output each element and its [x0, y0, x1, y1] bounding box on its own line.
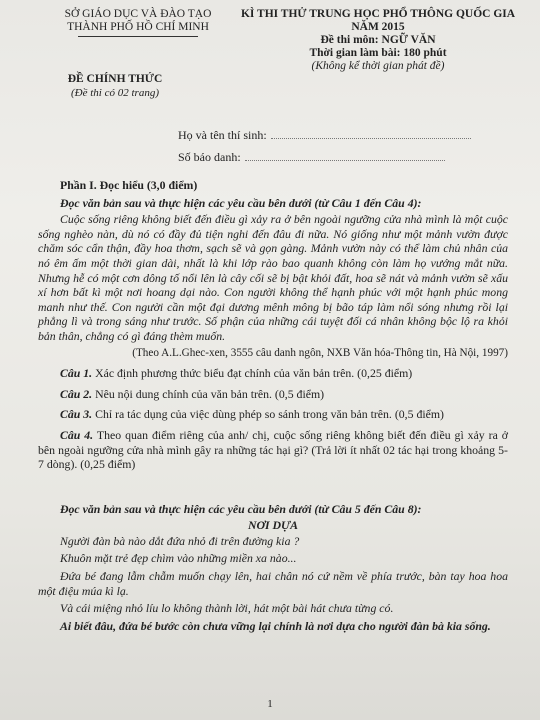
- header-underline: [78, 36, 198, 37]
- part1b-instruction: Đọc văn bản sau và thực hiện các yêu cầu bên dưới (từ Câu 5 đến Câu 8):: [60, 501, 422, 516]
- poem: [38, 534, 508, 634]
- page-number: 1: [267, 698, 273, 710]
- poem-line: Đứa bé đang lẫm chẫm muốn chạy lên, hai chân nó cứ nềm về phía trước, bàn tay hoa hoa một điệu múa kì lạ.: [38, 569, 508, 598]
- passage-source: (Theo A.L.Ghec-xen, 3555 câu danh ngôn, NXB Văn hóa-Thông tin, Hà Nội, 1997): [132, 346, 508, 359]
- official-label-block: [40, 72, 190, 100]
- question-1-text: Xác định phương thức biểu đạt chính của văn bản trên. (0,25 điểm): [95, 366, 413, 381]
- candidate-name-blank: [271, 138, 471, 139]
- exam-title: KÌ THI THỬ TRUNG HỌC PHỔ THÔNG QUỐC GIA NĂM 2015: [240, 8, 516, 33]
- page-count-note: (Đề thi có 02 trang): [71, 87, 159, 99]
- candidate-name-label: Họ và tên thí sinh:: [178, 128, 267, 142]
- question-4-label: Câu 4.: [60, 427, 94, 442]
- exam-subject: Đề thi môn: NGỮ VĂN: [320, 34, 436, 46]
- poem-title: NƠI DỰA: [247, 518, 299, 533]
- question-1: [38, 366, 508, 381]
- department-line-1: SỞ GIÁO DỤC VÀ ĐÀO TẠO: [64, 8, 212, 20]
- question-2: [38, 387, 508, 402]
- question-3-label: Câu 3.: [60, 407, 93, 422]
- question-3-text: Chỉ ra tác dụng của việc dùng phép so sánh trong văn bản trên. (0,5 điểm): [95, 407, 444, 422]
- poem-line: Khuôn mặt trẻ đẹp chìm vào những miền xa nào...: [60, 551, 297, 566]
- exam-body: [38, 178, 508, 636]
- reading-passage: Cuộc sống riêng không biết đến điều gì xảy ra ở bên ngoài ngưỡng cửa nhà mình là một cuộc sống nghèo nàn, dù nó có đầy đủ tiện nghi đến đâu đi nữa. Nó giống như một mảnh vườn được chăm sóc cẩn thận, đầy hoa thơm, sạch sẽ và gọn gàng. Mảnh vườn này có thể làm chủ nhân của nó êm ấm một thời gian dài, nhất là khi lớp rào bao quanh không còn làm họ vướng mắt nữa. Nhưng hễ có một cơn dông tố nổi lên là cây cối sẽ bị bật khỏi đất, hoa sẽ nát và mảnh vườn sẽ xấu xí hơn bất kì một nơi hoang dại nào. Con người không thể hạnh phúc với một hạnh phúc mong manh như thế. Con người cần một đại dương mênh mông bị bão táp làm nổi sóng nhưng rồi lại phẳng lì và trong sáng như trước. Số phận của những cái tuyệt đối cá nhân không bộc lộ ra khỏi bản thân, chẳng có gì đáng thèm muốn.: [38, 212, 508, 343]
- question-2-label: Câu 2.: [60, 386, 93, 401]
- part1-instruction: Đọc văn bản sau và thực hiện các yêu cầu bên dưới (từ Câu 1 đến Câu 4):: [60, 195, 422, 210]
- poem-line: Người đàn bà nào dắt đứa nhỏ đi trên đường kia ?: [60, 533, 300, 548]
- candidate-id-field: [178, 150, 445, 165]
- question-1-label: Câu 1.: [60, 366, 93, 381]
- candidate-id-label: Số báo danh:: [178, 150, 241, 164]
- department-block: [38, 8, 238, 37]
- question-3: [38, 407, 508, 422]
- question-4: [38, 428, 508, 472]
- candidate-id-blank: [245, 160, 445, 161]
- duration-note: (Không kể thời gian phát đề): [311, 60, 445, 72]
- part-title: Phần I. Đọc hiểu (3,0 điểm): [60, 178, 198, 192]
- candidate-name-field: [178, 128, 471, 143]
- department-line-2: THÀNH PHỐ HỒ CHÍ MINH: [67, 21, 209, 33]
- poem-line: Ai biết đâu, đứa bé bước còn chưa vững lại chính là nơi dựa cho người đàn bà kia sống.: [60, 618, 491, 633]
- official-label: ĐỀ CHÍNH THỨC: [67, 73, 163, 85]
- exam-header: [228, 8, 528, 73]
- poem-line: Và cái miệng nhỏ líu lo không thành lời, hát một bài hát chưa từng có.: [60, 601, 394, 616]
- exam-duration: Thời gian làm bài: 180 phút: [309, 47, 447, 59]
- question-2-text: Nêu nội dung chính của văn bản trên. (0,5 điểm): [95, 386, 325, 401]
- question-4-text: Theo quan điểm riêng của anh/ chị, cuộc sống riêng không biết đến điều gì xảy ra ở bên ngoài ngưỡng cửa nhà mình gây ra những tác hại gì? (Trả lời ít nhất 02 tác hại trong khoảng 5-7 dòng). (0,25 điểm): [38, 427, 509, 472]
